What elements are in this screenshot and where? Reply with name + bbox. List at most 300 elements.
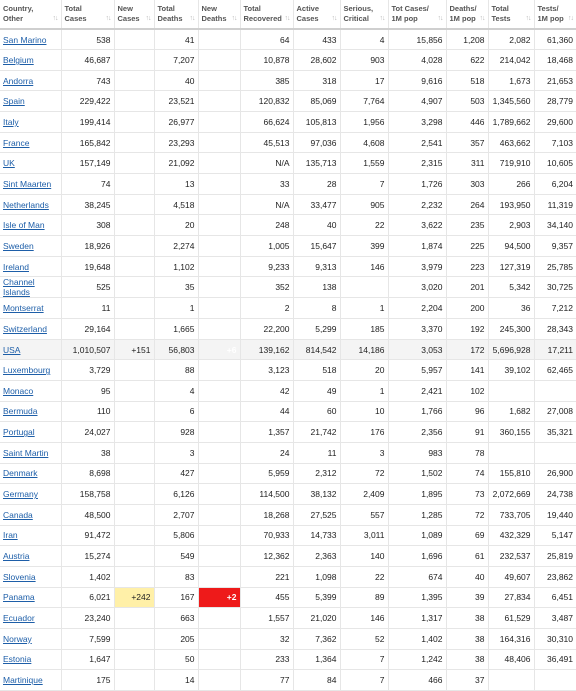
cell-total-tests: 61,529 bbox=[488, 608, 534, 629]
cell-total-recovered: 12,362 bbox=[240, 546, 293, 567]
cell-serious-critical: 146 bbox=[340, 256, 388, 277]
country-link[interactable]: Austria bbox=[3, 551, 30, 562]
cell-new-cases bbox=[114, 360, 154, 381]
cell-new-cases bbox=[114, 256, 154, 277]
cell-total-deaths: 7,207 bbox=[154, 50, 198, 71]
cell-deaths-per-1m: 192 bbox=[446, 319, 488, 340]
column-header-line2: Cases bbox=[296, 14, 319, 23]
cell-tests-per-1m: 28,343 bbox=[534, 319, 576, 340]
sort-arrows-icon[interactable]: ↑↓ bbox=[189, 15, 195, 22]
cell-country bbox=[0, 422, 61, 443]
cell-total-tests: 1,789,662 bbox=[488, 112, 534, 133]
sort-arrows-icon[interactable]: ↑↓ bbox=[52, 15, 58, 22]
sort-arrows-icon[interactable]: ↑↓ bbox=[145, 15, 151, 22]
cell-total-deaths: 21,092 bbox=[154, 153, 198, 174]
cell-tests-per-1m: 30,725 bbox=[534, 277, 576, 298]
column-header-deaths-per-1m[interactable] bbox=[446, 0, 488, 29]
column-header-tot-cases-per-1m[interactable] bbox=[388, 0, 446, 29]
cell-tot-cases-per-1m: 3,370 bbox=[388, 319, 446, 340]
cell-total-recovered: 24 bbox=[240, 442, 293, 463]
cell-serious-critical: 557 bbox=[340, 504, 388, 525]
cell-total-deaths: 3 bbox=[154, 442, 198, 463]
country-link[interactable]: USA bbox=[3, 344, 21, 355]
column-header-line1: New bbox=[201, 4, 217, 13]
cell-serious-critical: 1,956 bbox=[340, 112, 388, 133]
table-row bbox=[0, 29, 576, 50]
table-row bbox=[0, 153, 576, 174]
cell-tot-cases-per-1m: 466 bbox=[388, 670, 446, 691]
cell-country bbox=[0, 587, 61, 608]
cell-tot-cases-per-1m: 3,622 bbox=[388, 215, 446, 236]
cell-new-cases bbox=[114, 649, 154, 670]
table-row bbox=[0, 91, 576, 112]
cell-country bbox=[0, 277, 61, 298]
cell-active-cases: 28,602 bbox=[293, 50, 340, 71]
country-link[interactable]: Martinique bbox=[3, 675, 43, 686]
country-link[interactable]: Sint Maarten bbox=[3, 178, 52, 189]
cell-total-cases: 1,647 bbox=[61, 649, 114, 670]
cell-total-recovered: 33 bbox=[240, 174, 293, 195]
column-header-active-cases[interactable] bbox=[293, 0, 340, 29]
table-row bbox=[0, 277, 576, 298]
cell-new-deaths bbox=[198, 381, 240, 402]
country-link[interactable]: Andorra bbox=[3, 75, 34, 86]
country-link[interactable]: Italy bbox=[3, 116, 19, 127]
country-link[interactable]: Sweden bbox=[3, 240, 34, 251]
cell-active-cases: 15,647 bbox=[293, 236, 340, 257]
cell-country bbox=[0, 628, 61, 649]
column-header-line1: Tot Cases/ bbox=[391, 4, 429, 13]
cell-tests-per-1m: 23,862 bbox=[534, 566, 576, 587]
table-row bbox=[0, 339, 576, 360]
cell-country bbox=[0, 381, 61, 402]
cell-new-cases bbox=[114, 670, 154, 691]
cell-total-cases: 24,027 bbox=[61, 422, 114, 443]
cell-total-deaths: 41 bbox=[154, 29, 198, 50]
cell-tot-cases-per-1m: 3,020 bbox=[388, 277, 446, 298]
table-row bbox=[0, 132, 576, 153]
country-link[interactable]: Luxembourg bbox=[3, 365, 51, 376]
cell-total-recovered: 455 bbox=[240, 587, 293, 608]
cell-serious-critical: 4,608 bbox=[340, 132, 388, 153]
cell-country bbox=[0, 91, 61, 112]
column-header-line2: Recovered bbox=[243, 14, 282, 23]
table-body bbox=[0, 29, 576, 690]
cell-total-recovered: 22,200 bbox=[240, 319, 293, 340]
cell-serious-critical: 52 bbox=[340, 628, 388, 649]
cell-new-deaths bbox=[198, 546, 240, 567]
cell-total-deaths: 23,293 bbox=[154, 132, 198, 153]
cell-new-deaths: +6 bbox=[198, 339, 240, 360]
cell-deaths-per-1m: 303 bbox=[446, 174, 488, 195]
cell-total-tests: 719,910 bbox=[488, 153, 534, 174]
cell-total-cases: 538 bbox=[61, 29, 114, 50]
cell-new-cases bbox=[114, 525, 154, 546]
cell-total-tests: 360,155 bbox=[488, 422, 534, 443]
cell-total-deaths: 20 bbox=[154, 215, 198, 236]
cell-active-cases: 2,312 bbox=[293, 463, 340, 484]
country-link[interactable]: Ecuador bbox=[3, 613, 35, 624]
cell-new-deaths bbox=[198, 256, 240, 277]
cell-total-tests: 2,903 bbox=[488, 215, 534, 236]
table-row bbox=[0, 112, 576, 133]
country-link[interactable]: Denmark bbox=[3, 468, 38, 479]
cell-deaths-per-1m: 141 bbox=[446, 360, 488, 381]
column-header-line2: Other bbox=[3, 14, 24, 23]
cell-serious-critical: 146 bbox=[340, 608, 388, 629]
country-link[interactable]: Portugal bbox=[3, 427, 35, 438]
sort-arrows-icon[interactable]: ↑↓ bbox=[105, 15, 111, 22]
cell-total-tests: 1,673 bbox=[488, 70, 534, 91]
cell-tests-per-1m: 25,819 bbox=[534, 546, 576, 567]
cell-tests-per-1m: 6,204 bbox=[534, 174, 576, 195]
table-row bbox=[0, 360, 576, 381]
cell-tot-cases-per-1m: 1,874 bbox=[388, 236, 446, 257]
cell-total-recovered: 233 bbox=[240, 649, 293, 670]
cell-tot-cases-per-1m: 1,502 bbox=[388, 463, 446, 484]
column-header-total-recovered[interactable] bbox=[240, 0, 293, 29]
cell-active-cases: 1,364 bbox=[293, 649, 340, 670]
country-link[interactable]: Montserrat bbox=[3, 303, 44, 314]
cell-tests-per-1m: 17,211 bbox=[534, 339, 576, 360]
cell-active-cases: 33,477 bbox=[293, 194, 340, 215]
cell-active-cases: 11 bbox=[293, 442, 340, 463]
cell-tot-cases-per-1m: 983 bbox=[388, 442, 446, 463]
table-row bbox=[0, 381, 576, 402]
cell-total-recovered: 32 bbox=[240, 628, 293, 649]
country-link[interactable]: Iran bbox=[3, 530, 18, 541]
cell-total-recovered: N/A bbox=[240, 153, 293, 174]
cell-total-cases: 308 bbox=[61, 215, 114, 236]
cell-new-deaths bbox=[198, 401, 240, 422]
cell-serious-critical: 905 bbox=[340, 194, 388, 215]
cell-country bbox=[0, 484, 61, 505]
sort-arrows-icon[interactable]: ↑↓ bbox=[284, 15, 290, 22]
cell-new-deaths bbox=[198, 566, 240, 587]
cell-total-cases: 1,010,507 bbox=[61, 339, 114, 360]
cell-deaths-per-1m: 446 bbox=[446, 112, 488, 133]
cell-deaths-per-1m: 357 bbox=[446, 132, 488, 153]
cell-tot-cases-per-1m: 4,907 bbox=[388, 91, 446, 112]
sort-arrows-icon[interactable]: ↑↓ bbox=[568, 15, 573, 22]
cell-new-cases bbox=[114, 484, 154, 505]
cell-total-tests bbox=[488, 442, 534, 463]
cell-tot-cases-per-1m: 1,242 bbox=[388, 649, 446, 670]
cell-country bbox=[0, 50, 61, 71]
cell-tests-per-1m: 19,440 bbox=[534, 504, 576, 525]
cell-active-cases: 60 bbox=[293, 401, 340, 422]
country-link[interactable]: Channel Islands bbox=[3, 277, 35, 298]
column-header-line1: Deaths/ bbox=[449, 4, 477, 13]
country-link[interactable]: Switzerland bbox=[3, 323, 47, 334]
sort-arrows-icon[interactable]: ↑↓ bbox=[231, 15, 237, 22]
cell-total-deaths: 663 bbox=[154, 608, 198, 629]
cell-serious-critical bbox=[340, 277, 388, 298]
country-link[interactable]: Belgium bbox=[3, 54, 34, 65]
cell-active-cases: 814,542 bbox=[293, 339, 340, 360]
cell-active-cases: 318 bbox=[293, 70, 340, 91]
cell-serious-critical: 1,559 bbox=[340, 153, 388, 174]
cell-tests-per-1m: 7,212 bbox=[534, 298, 576, 319]
cell-deaths-per-1m: 39 bbox=[446, 587, 488, 608]
sort-arrows-icon[interactable]: ↑↓ bbox=[479, 15, 485, 22]
cell-deaths-per-1m: 40 bbox=[446, 566, 488, 587]
cell-total-recovered: 114,500 bbox=[240, 484, 293, 505]
cell-country bbox=[0, 194, 61, 215]
cell-total-tests: 5,342 bbox=[488, 277, 534, 298]
cell-country bbox=[0, 360, 61, 381]
cell-total-cases: 6,021 bbox=[61, 587, 114, 608]
cell-total-tests: 39,102 bbox=[488, 360, 534, 381]
cell-deaths-per-1m: 225 bbox=[446, 236, 488, 257]
cell-active-cases: 97,036 bbox=[293, 132, 340, 153]
cell-tot-cases-per-1m: 9,616 bbox=[388, 70, 446, 91]
table-row bbox=[0, 525, 576, 546]
table-row bbox=[0, 587, 576, 608]
cell-deaths-per-1m: 503 bbox=[446, 91, 488, 112]
cell-total-recovered: 70,933 bbox=[240, 525, 293, 546]
cell-country bbox=[0, 29, 61, 50]
cell-total-deaths: 928 bbox=[154, 422, 198, 443]
cell-total-deaths: 23,521 bbox=[154, 91, 198, 112]
cell-new-cases bbox=[114, 546, 154, 567]
cell-total-recovered: 18,268 bbox=[240, 504, 293, 525]
cell-new-cases bbox=[114, 91, 154, 112]
cell-total-tests: 1,682 bbox=[488, 401, 534, 422]
column-header-line1: Total bbox=[243, 4, 261, 13]
country-link[interactable]: Estonia bbox=[3, 654, 32, 665]
country-link[interactable]: Spain bbox=[3, 96, 25, 107]
cell-new-cases bbox=[114, 566, 154, 587]
cell-tests-per-1m: 28,779 bbox=[534, 91, 576, 112]
cell-country bbox=[0, 70, 61, 91]
cell-total-cases: 95 bbox=[61, 381, 114, 402]
country-link[interactable]: Panama bbox=[3, 592, 35, 603]
cell-serious-critical: 72 bbox=[340, 463, 388, 484]
cell-new-cases bbox=[114, 608, 154, 629]
cell-total-tests: 214,042 bbox=[488, 50, 534, 71]
cell-total-deaths: 1,102 bbox=[154, 256, 198, 277]
cell-active-cases: 8 bbox=[293, 298, 340, 319]
cell-active-cases: 518 bbox=[293, 360, 340, 381]
cell-serious-critical: 1 bbox=[340, 381, 388, 402]
cell-new-deaths: +2 bbox=[198, 587, 240, 608]
country-link[interactable]: UK bbox=[3, 158, 15, 169]
cell-total-tests: 1,345,560 bbox=[488, 91, 534, 112]
cell-country bbox=[0, 112, 61, 133]
cell-total-tests: 232,537 bbox=[488, 546, 534, 567]
cell-active-cases: 85,069 bbox=[293, 91, 340, 112]
column-header-serious-critical[interactable] bbox=[340, 0, 388, 29]
cell-tot-cases-per-1m: 15,856 bbox=[388, 29, 446, 50]
cell-active-cases: 14,733 bbox=[293, 525, 340, 546]
cell-total-cases: 23,240 bbox=[61, 608, 114, 629]
country-link[interactable]: Isle of Man bbox=[3, 220, 45, 231]
country-link[interactable]: France bbox=[3, 137, 30, 148]
cell-deaths-per-1m: 38 bbox=[446, 649, 488, 670]
cell-total-deaths: 4 bbox=[154, 381, 198, 402]
cell-serious-critical: 7,764 bbox=[340, 91, 388, 112]
cell-tot-cases-per-1m: 1,089 bbox=[388, 525, 446, 546]
column-header-total-tests[interactable] bbox=[488, 0, 534, 29]
cell-total-cases: 38 bbox=[61, 442, 114, 463]
cell-total-cases: 1,402 bbox=[61, 566, 114, 587]
cell-serious-critical: 7 bbox=[340, 649, 388, 670]
cell-serious-critical: 17 bbox=[340, 70, 388, 91]
cell-deaths-per-1m: 200 bbox=[446, 298, 488, 319]
cell-tests-per-1m: 6,451 bbox=[534, 587, 576, 608]
cell-tot-cases-per-1m: 3,053 bbox=[388, 339, 446, 360]
cell-total-deaths: 83 bbox=[154, 566, 198, 587]
cell-country bbox=[0, 649, 61, 670]
cell-tot-cases-per-1m: 5,957 bbox=[388, 360, 446, 381]
cell-total-cases: 110 bbox=[61, 401, 114, 422]
cell-total-cases: 199,414 bbox=[61, 112, 114, 133]
cell-serious-critical: 10 bbox=[340, 401, 388, 422]
table-row bbox=[0, 174, 576, 195]
column-header-line1: Tests/ bbox=[537, 4, 559, 13]
country-link[interactable]: Monaco bbox=[3, 385, 34, 396]
country-link[interactable]: San Marino bbox=[3, 34, 47, 45]
country-link[interactable]: Ireland bbox=[3, 261, 29, 272]
cell-new-cases bbox=[114, 112, 154, 133]
cell-serious-critical: 14,186 bbox=[340, 339, 388, 360]
cell-new-deaths bbox=[198, 463, 240, 484]
cell-total-recovered: 45,513 bbox=[240, 132, 293, 153]
cell-new-deaths bbox=[198, 608, 240, 629]
column-header-new-deaths[interactable] bbox=[198, 0, 240, 29]
cell-country bbox=[0, 319, 61, 340]
cell-total-tests: 164,316 bbox=[488, 628, 534, 649]
column-header-line2: Cases bbox=[117, 14, 140, 23]
cell-tests-per-1m: 35,321 bbox=[534, 422, 576, 443]
cell-total-cases: 74 bbox=[61, 174, 114, 195]
cell-tests-per-1m: 25,785 bbox=[534, 256, 576, 277]
cell-serious-critical: 2,409 bbox=[340, 484, 388, 505]
cell-total-cases: 11 bbox=[61, 298, 114, 319]
cell-total-tests: 2,082 bbox=[488, 29, 534, 50]
column-header-total-deaths[interactable] bbox=[154, 0, 198, 29]
sort-arrows-icon[interactable]: ↑↓ bbox=[379, 15, 385, 22]
cell-total-deaths: 56,803 bbox=[154, 339, 198, 360]
column-header-line2: 1M pop bbox=[537, 14, 564, 23]
column-header-country[interactable] bbox=[0, 0, 61, 29]
table-row bbox=[0, 504, 576, 525]
cell-new-deaths bbox=[198, 50, 240, 71]
cell-total-recovered: 221 bbox=[240, 566, 293, 587]
column-header-line2: Tests bbox=[491, 14, 511, 23]
cell-country bbox=[0, 215, 61, 236]
sort-arrows-icon[interactable]: ↑↓ bbox=[331, 15, 337, 22]
cell-total-recovered: 64 bbox=[240, 29, 293, 50]
cell-active-cases: 2,363 bbox=[293, 546, 340, 567]
cell-new-cases bbox=[114, 401, 154, 422]
cell-deaths-per-1m: 235 bbox=[446, 215, 488, 236]
cell-tests-per-1m: 27,008 bbox=[534, 401, 576, 422]
country-link[interactable]: Netherlands bbox=[3, 199, 49, 210]
cell-tot-cases-per-1m: 1,895 bbox=[388, 484, 446, 505]
cell-country bbox=[0, 566, 61, 587]
cell-total-tests: 155,810 bbox=[488, 463, 534, 484]
cell-total-tests: 245,300 bbox=[488, 319, 534, 340]
cell-serious-critical: 7 bbox=[340, 174, 388, 195]
cell-total-deaths: 88 bbox=[154, 360, 198, 381]
cell-tot-cases-per-1m: 3,979 bbox=[388, 256, 446, 277]
cell-new-cases bbox=[114, 277, 154, 298]
cell-active-cases: 7,362 bbox=[293, 628, 340, 649]
cell-new-cases bbox=[114, 215, 154, 236]
sort-arrows-icon[interactable]: ↑↓ bbox=[525, 15, 531, 22]
cell-active-cases: 84 bbox=[293, 670, 340, 691]
cell-tot-cases-per-1m: 2,315 bbox=[388, 153, 446, 174]
column-header-tests-per-1m[interactable] bbox=[534, 0, 576, 29]
cell-serious-critical: 7 bbox=[340, 670, 388, 691]
sort-arrows-icon[interactable]: ↑↓ bbox=[437, 15, 443, 22]
cell-active-cases: 38,132 bbox=[293, 484, 340, 505]
cell-total-recovered: 248 bbox=[240, 215, 293, 236]
cell-tot-cases-per-1m: 2,232 bbox=[388, 194, 446, 215]
table-row bbox=[0, 608, 576, 629]
cell-total-cases: 7,599 bbox=[61, 628, 114, 649]
cell-total-recovered: 139,162 bbox=[240, 339, 293, 360]
country-link[interactable]: Canada bbox=[3, 509, 33, 520]
cell-new-cases bbox=[114, 319, 154, 340]
cell-new-cases bbox=[114, 442, 154, 463]
cell-tests-per-1m: 34,140 bbox=[534, 215, 576, 236]
column-header-new-cases[interactable] bbox=[114, 0, 154, 29]
cell-total-deaths: 13 bbox=[154, 174, 198, 195]
cell-deaths-per-1m: 38 bbox=[446, 628, 488, 649]
cell-active-cases: 28 bbox=[293, 174, 340, 195]
cell-new-deaths bbox=[198, 215, 240, 236]
cell-total-deaths: 40 bbox=[154, 70, 198, 91]
cell-country bbox=[0, 339, 61, 360]
cell-tot-cases-per-1m: 1,402 bbox=[388, 628, 446, 649]
cell-total-tests: 27,834 bbox=[488, 587, 534, 608]
cell-active-cases: 27,525 bbox=[293, 504, 340, 525]
cell-total-cases: 46,687 bbox=[61, 50, 114, 71]
cell-active-cases: 433 bbox=[293, 29, 340, 50]
cell-deaths-per-1m: 264 bbox=[446, 194, 488, 215]
cell-tests-per-1m: 29,600 bbox=[534, 112, 576, 133]
cell-total-deaths: 5,806 bbox=[154, 525, 198, 546]
cell-total-recovered: 9,233 bbox=[240, 256, 293, 277]
cell-new-deaths bbox=[198, 153, 240, 174]
cell-active-cases: 105,813 bbox=[293, 112, 340, 133]
column-header-total-cases[interactable] bbox=[61, 0, 114, 29]
country-link[interactable]: Germany bbox=[3, 489, 38, 500]
cell-total-cases: 48,500 bbox=[61, 504, 114, 525]
cell-total-recovered: 1,357 bbox=[240, 422, 293, 443]
cell-total-cases: 175 bbox=[61, 670, 114, 691]
cell-new-deaths bbox=[198, 70, 240, 91]
cell-tests-per-1m: 11,319 bbox=[534, 194, 576, 215]
country-link[interactable]: Saint Martin bbox=[3, 447, 49, 458]
cell-deaths-per-1m: 622 bbox=[446, 50, 488, 71]
cell-active-cases: 138 bbox=[293, 277, 340, 298]
country-link[interactable]: Slovenia bbox=[3, 571, 36, 582]
country-link[interactable]: Norway bbox=[3, 633, 32, 644]
cell-new-deaths bbox=[198, 422, 240, 443]
country-link[interactable]: Bermuda bbox=[3, 406, 38, 417]
cell-new-cases bbox=[114, 194, 154, 215]
cell-serious-critical: 1 bbox=[340, 298, 388, 319]
cell-serious-critical: 20 bbox=[340, 360, 388, 381]
cell-total-recovered: 77 bbox=[240, 670, 293, 691]
cell-active-cases: 5,399 bbox=[293, 587, 340, 608]
cell-country bbox=[0, 546, 61, 567]
cell-total-recovered: 3,123 bbox=[240, 360, 293, 381]
